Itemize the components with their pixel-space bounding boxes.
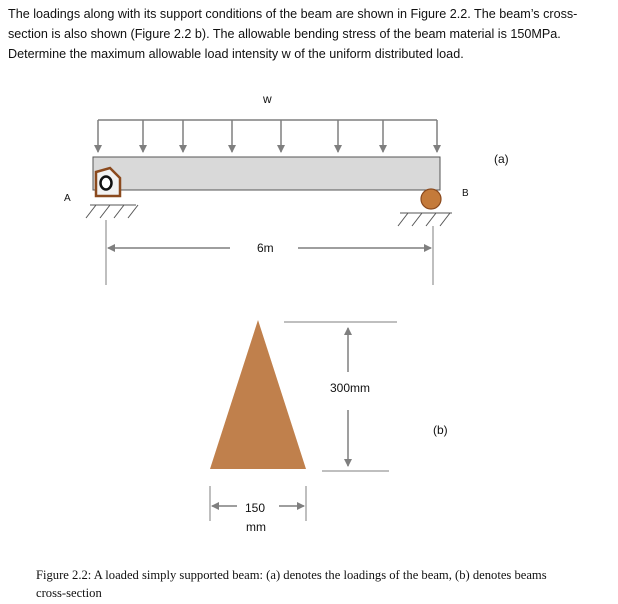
pin-icon — [101, 177, 112, 190]
width-label-value: 150 — [245, 501, 266, 515]
problem-line-1: The loadings along with its support conditions of the beam are shown in Figure 2.2. The beam’s cross- — [8, 7, 578, 21]
ground-hatch — [100, 205, 110, 218]
figure-b — [210, 320, 448, 534]
width-label-unit: mm — [246, 520, 266, 534]
ground-hatch — [114, 205, 124, 218]
panel-a-label: (a) — [494, 152, 509, 166]
load-intensity-label: w — [263, 92, 272, 106]
ground-hatch — [398, 213, 408, 226]
ground-hatch — [128, 205, 138, 218]
figure-a — [64, 92, 509, 285]
panel-b-label: (b) — [433, 423, 448, 437]
ground-hatch — [86, 205, 96, 218]
span-label: 6m — [257, 241, 274, 255]
triangle-cross-section — [210, 320, 306, 469]
ground-hatch — [440, 213, 450, 226]
problem-line-3: Determine the maximum allowable load intensity w of the uniform distributed load. — [8, 47, 464, 61]
ground-hatch — [426, 213, 436, 226]
caption-line-1: Figure 2.2: A loaded simply supported beam: (a) denotes the loadings of the beam, (b) denotes beams — [36, 568, 547, 582]
distributed-load — [98, 120, 437, 152]
support-a-label: A — [64, 193, 71, 204]
problem-line-2: section is also shown (Figure 2.2 b). The allowable bending stress of the beam material is 150MPa. — [8, 27, 561, 41]
height-dimension — [284, 322, 397, 471]
height-label: 300mm — [330, 381, 371, 395]
ground-hatch — [412, 213, 422, 226]
figure-caption — [36, 566, 614, 602]
roller-support-b — [398, 189, 452, 226]
caption-line-2: cross-section — [36, 586, 102, 600]
support-b-label: B — [462, 188, 469, 199]
beam — [93, 157, 440, 190]
roller-icon — [421, 189, 441, 209]
